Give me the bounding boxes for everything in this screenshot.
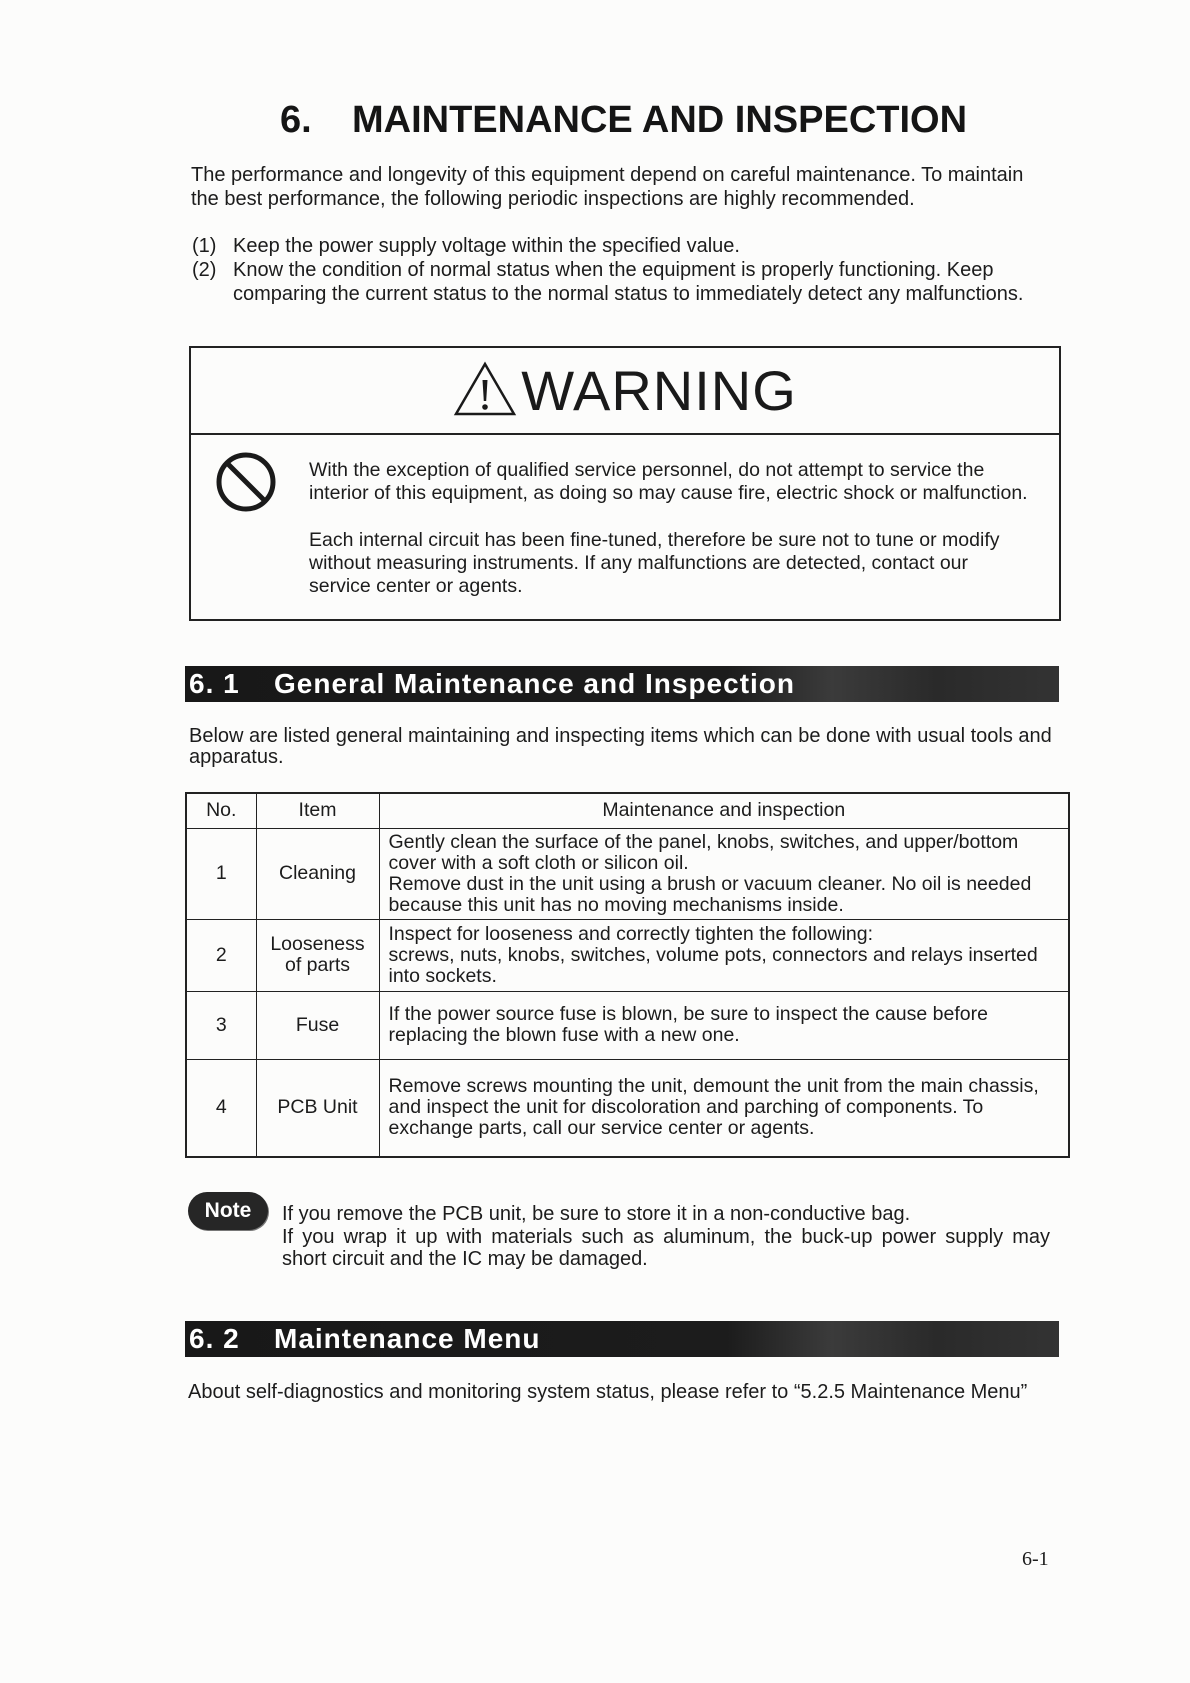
intro-line: The performance and longevity of this equipment depend on careful maintenance. To maintain bbox=[191, 164, 1024, 186]
row-detail bbox=[379, 919, 1069, 991]
prohibited-icon bbox=[215, 451, 277, 513]
row-item bbox=[256, 828, 379, 919]
column-header-item: Item bbox=[256, 793, 379, 828]
list-item-text bbox=[233, 258, 1023, 306]
row-detail-line: Remove dust in the unit using a brush or vacuum cleaner. No oil is needed bbox=[388, 872, 1032, 895]
warning-line: interior of this equipment, as doing so may cause fire, electric shock or malfunction. bbox=[309, 482, 1028, 504]
row-detail-line: Gently clean the surface of the panel, knobs, switches, and upper/bottom bbox=[388, 830, 1019, 853]
list-marker: (2) bbox=[192, 259, 217, 281]
row-item-line: PCB Unit bbox=[277, 1096, 358, 1119]
table-row bbox=[186, 919, 1069, 991]
list-marker: (1) bbox=[192, 235, 217, 257]
list-item-line: Know the condition of normal status when the equipment is properly functioning. Keep bbox=[233, 259, 994, 281]
section-intro-paragraph bbox=[189, 726, 1052, 768]
warning-header bbox=[191, 348, 1059, 435]
row-item-line: Looseness bbox=[270, 933, 365, 955]
section-title: General Maintenance and Inspection bbox=[274, 668, 796, 699]
row-item bbox=[256, 919, 379, 991]
table-row bbox=[186, 991, 1069, 1059]
row-detail bbox=[379, 828, 1069, 919]
row-item-line: Cleaning bbox=[279, 862, 356, 884]
warning-line: Each internal circuit has been fine-tuned, therefore be sure not to tune or modify bbox=[309, 529, 1000, 551]
section-number: 6. 2 bbox=[189, 1323, 240, 1354]
row-number: 3 bbox=[186, 991, 256, 1059]
chapter-number: 6. bbox=[280, 99, 312, 141]
warning-triangle-icon bbox=[453, 361, 517, 417]
page-title: MAINTENANCE AND INSPECTION bbox=[352, 99, 968, 141]
intro-paragraph bbox=[191, 163, 1023, 211]
row-detail-line: into sockets. bbox=[388, 964, 497, 987]
list-item-line: Keep the power supply voltage within the specified value. bbox=[233, 235, 740, 257]
row-detail-line: and inspect the unit for discoloration and parching of components. To bbox=[388, 1096, 984, 1119]
section-intro-line: apparatus. bbox=[189, 746, 284, 768]
table-row bbox=[186, 1059, 1069, 1157]
column-header-no: No. bbox=[186, 793, 256, 828]
row-detail-line: because this unit has no moving mechanisms inside. bbox=[388, 893, 844, 916]
row-number: 1 bbox=[186, 828, 256, 919]
note-line: If you remove the PCB unit, be sure to store it in a non-conductive bag. bbox=[282, 1203, 911, 1225]
row-detail-line: exchange parts, call our service center or agents. bbox=[388, 1117, 815, 1140]
row-detail bbox=[379, 1059, 1069, 1157]
warning-box bbox=[189, 346, 1061, 621]
row-detail-line: Remove screws mounting the unit, demount the unit from the main chassis, bbox=[388, 1075, 1039, 1098]
note-line: short circuit and the IC may be damaged. bbox=[282, 1248, 648, 1270]
list-item-line: comparing the current status to the normal status to immediately detect any malfunctions. bbox=[233, 283, 1024, 305]
section-2-paragraph: About self-diagnostics and monitoring system status, please refer to “5.2.5 Maintenance Menu” bbox=[188, 1381, 1028, 1403]
warning-line: With the exception of qualified service personnel, do not attempt to service the bbox=[309, 459, 985, 481]
row-detail-line: screws, nuts, knobs, switches, volume pots, connectors and relays inserted bbox=[388, 943, 1038, 966]
row-detail-line: If the power source fuse is blown, be sure to inspect the cause before bbox=[388, 1003, 988, 1025]
note-line: If you wrap it up with materials such as aluminum, the buck-up power supply may bbox=[282, 1225, 1050, 1248]
row-detail-line: replacing the blown fuse with a new one. bbox=[388, 1024, 740, 1046]
warning-paragraph bbox=[309, 529, 1000, 598]
warning-paragraph bbox=[309, 459, 1028, 505]
table-row bbox=[186, 828, 1069, 919]
row-detail-line: Inspect for looseness and correctly tighten the following: bbox=[388, 922, 874, 945]
row-item-line: of parts bbox=[284, 954, 351, 976]
recommendation-list bbox=[192, 234, 1023, 306]
list-item bbox=[192, 234, 1023, 258]
maintenance-table bbox=[185, 792, 1070, 1158]
intro-line: the best performance, the following periodic inspections are highly recommended. bbox=[191, 188, 915, 210]
row-detail-line: cover with a soft cloth or silicon oil. bbox=[388, 851, 689, 874]
row-item bbox=[256, 991, 379, 1059]
section-intro-line: Below are listed general maintaining and inspecting items which can be done with usual tools and bbox=[189, 725, 1052, 747]
list-item bbox=[192, 258, 1023, 306]
column-header-detail: Maintenance and inspection bbox=[379, 793, 1069, 828]
row-number: 2 bbox=[186, 919, 256, 991]
row-number: 4 bbox=[186, 1059, 256, 1157]
section-heading-6-1 bbox=[185, 666, 1059, 702]
row-item bbox=[256, 1059, 379, 1157]
warning-heading: WARNING bbox=[521, 358, 797, 422]
warning-line: service center or agents. bbox=[309, 575, 523, 597]
section-heading-6-2 bbox=[185, 1321, 1059, 1357]
section-title: Maintenance Menu bbox=[274, 1323, 541, 1354]
row-detail bbox=[379, 991, 1069, 1059]
page-number: 6-1 bbox=[1022, 1548, 1049, 1570]
section-number: 6. 1 bbox=[189, 668, 240, 699]
warning-line: without measuring instruments. If any malfunctions are detected, contact our bbox=[309, 552, 969, 574]
note-text bbox=[282, 1203, 1050, 1271]
note-badge: Note bbox=[188, 1192, 268, 1230]
row-item-line: Fuse bbox=[295, 1013, 340, 1036]
table-header-row bbox=[186, 793, 1069, 828]
list-item-text bbox=[233, 234, 740, 258]
